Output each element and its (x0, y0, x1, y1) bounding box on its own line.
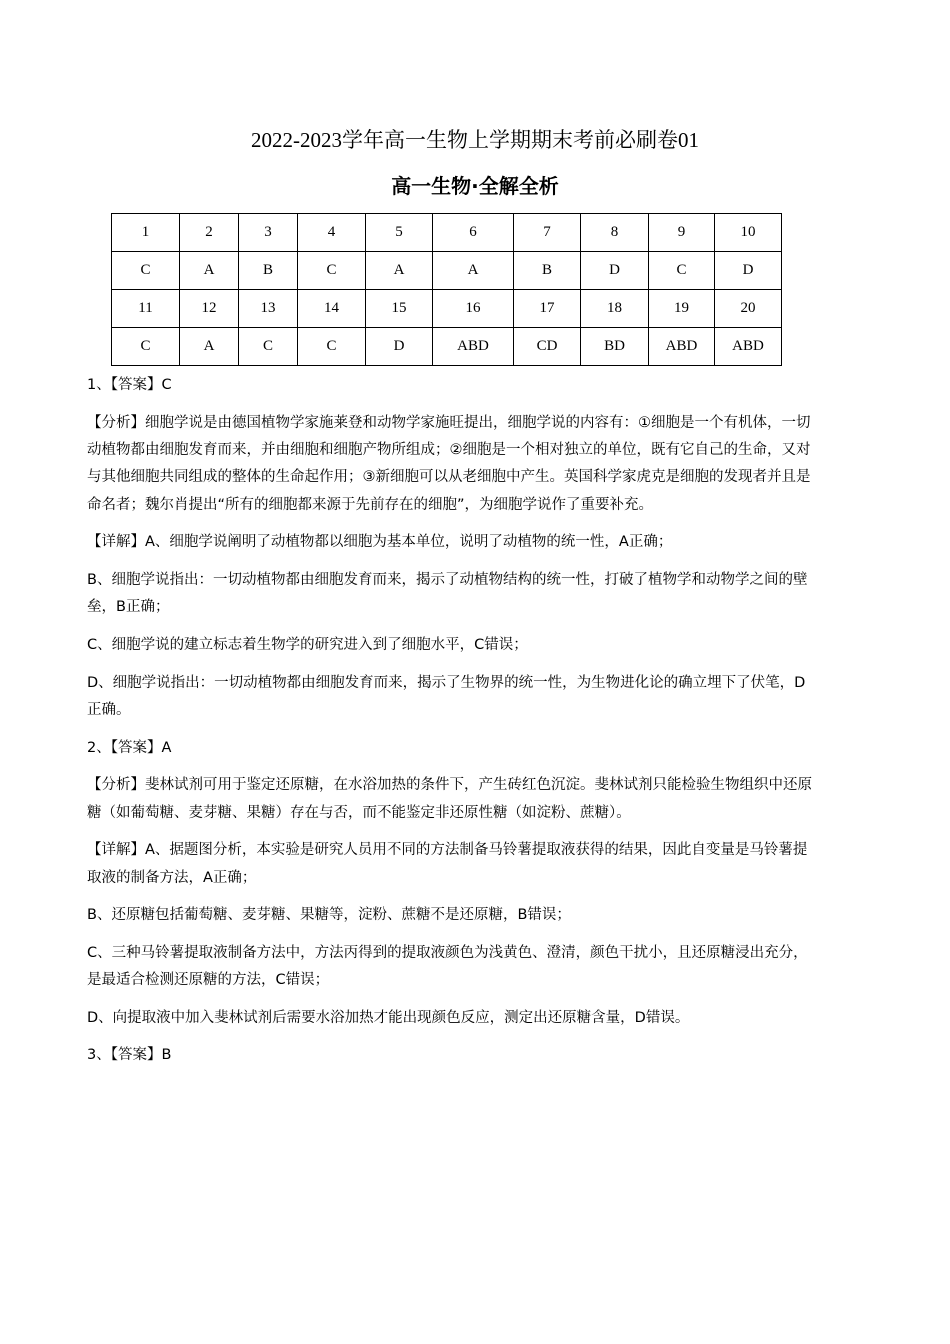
question-number-cell: 9 (649, 214, 715, 252)
answer-cell: A (433, 252, 514, 290)
paragraph: B、还原糖包括葡萄糖、麦芽糖、果糖等，淀粉、蔗糖不是还原糖，B错误； (87, 907, 571, 924)
paragraph: C、细胞学说的建立标志着生物学的研究进入到了细胞水平，C错误； (87, 637, 528, 653)
paragraph: 【分析】斐林试剂可用于鉴定还原糖，在水浴加热的条件下，产生砖红色沉淀。斐林试剂只能检验生物组织中还原糖（如葡萄糖、麦芽糖、果糖）存在与否，而不能鉴定非还原性糖（如淀粉、蔗糖）。 (87, 777, 812, 821)
answer-cell: CD (514, 328, 581, 366)
question-number-cell: 1 (112, 214, 180, 252)
question-number-cell: 5 (366, 214, 433, 252)
question-number-cell: 16 (433, 290, 514, 328)
answer-cell: ABD (649, 328, 715, 366)
answer-cell: C (298, 328, 366, 366)
paragraph: 【分析】细胞学说是由德国植物学家施莱登和动物学家施旺提出，细胞学说的内容有：①细胞是一个有机体，一切动植物都由细胞发育而来，并由细胞和细胞产物所组成；②细胞是一个相对独立的单位，既有它自己的生命，又对与其他细胞共同组成的整体的生命起作用；③新细胞可以从老细胞中产生。英国科学家虎克是细胞的发现者并且是命名者；魏尔肖提出“所有的细胞都来源于先前存在的细胞”，为细胞学说作了重要补充。 (87, 414, 811, 513)
paragraph: 2、【答案】A (87, 739, 172, 756)
answer-cell: D (581, 252, 649, 290)
answer-cell: D (366, 328, 433, 366)
question-number-cell: 12 (180, 290, 239, 328)
answer-cell: BD (581, 328, 649, 366)
question-number-cell: 3 (239, 214, 298, 252)
answer-cell: C (112, 252, 180, 290)
question-number-cell: 17 (514, 290, 581, 328)
paragraph: 【详解】A、细胞学说阐明了动植物都以细胞为基本单位，说明了动植物的统一性，A正确； (87, 534, 673, 551)
answer-cell: A (180, 328, 239, 366)
answer-cell: B (514, 252, 581, 290)
answer-cell: A (366, 252, 433, 290)
page-subtitle: 高一生物·全解全析 (391, 174, 559, 198)
answer-cell: C (112, 328, 180, 366)
question-number-cell: 18 (581, 290, 649, 328)
answer-cell: ABD (715, 328, 782, 366)
paragraph: 3、【答案】B (87, 1047, 172, 1064)
question-number-cell: 14 (298, 290, 366, 328)
paragraph: C、三种马铃薯提取液制备方法中，方法丙得到的提取液颜色为浅黄色、澄清，颜色干扰小，且还原糖浸出充分，是最适合检测还原糖的方法，C错误； (87, 944, 808, 989)
paragraph: D、向提取液中加入斐林试剂后需要水浴加热才能出现颜色反应，测定出还原糖含量，D错误。 (87, 1009, 690, 1026)
question-number-cell: 2 (180, 214, 239, 252)
answer-table (111, 213, 782, 366)
answer-cell: A (180, 252, 239, 290)
paragraph: B、细胞学说指出：一切动植物都由细胞发育而来，揭示了动植物结构的统一性，打破了植物学和动物学之间的壁垒，B正确； (87, 572, 808, 616)
question-number-cell: 4 (298, 214, 366, 252)
answer-cell: C (239, 328, 298, 366)
paragraph: 【详解】A、据题图分析，本实验是研究人员用不同的方法制备马铃薯提取液获得的结果，因此自变量是马铃薯提取液的制备方法，A正确； (87, 842, 808, 886)
answer-row (112, 328, 782, 366)
question-number-cell: 15 (366, 290, 433, 328)
question-number-cell: 11 (112, 290, 180, 328)
question-number-cell: 10 (715, 214, 782, 252)
question-number-cell: 6 (433, 214, 514, 252)
paragraph: D、细胞学说指出：一切动植物都由细胞发育而来，揭示了生物界的统一性，为生物进化论的确立埋下了伏笔，D正确。 (87, 674, 806, 718)
answer-cell: B (239, 252, 298, 290)
question-number-cell: 20 (715, 290, 782, 328)
page-title: 2022-2023学年高一生物上学期期末考前必刷卷01 (251, 128, 699, 152)
answer-cell: D (715, 252, 782, 290)
question-number-row (112, 290, 782, 328)
question-number-cell: 13 (239, 290, 298, 328)
question-number-row (112, 214, 782, 252)
paragraph: 1、【答案】C (87, 377, 172, 393)
answer-cell: ABD (433, 328, 514, 366)
explanations (87, 372, 812, 1080)
question-number-cell: 19 (649, 290, 715, 328)
answer-cell: C (298, 252, 366, 290)
answer-cell: C (649, 252, 715, 290)
question-number-cell: 7 (514, 214, 581, 252)
question-number-cell: 8 (581, 214, 649, 252)
answer-row (112, 252, 782, 290)
